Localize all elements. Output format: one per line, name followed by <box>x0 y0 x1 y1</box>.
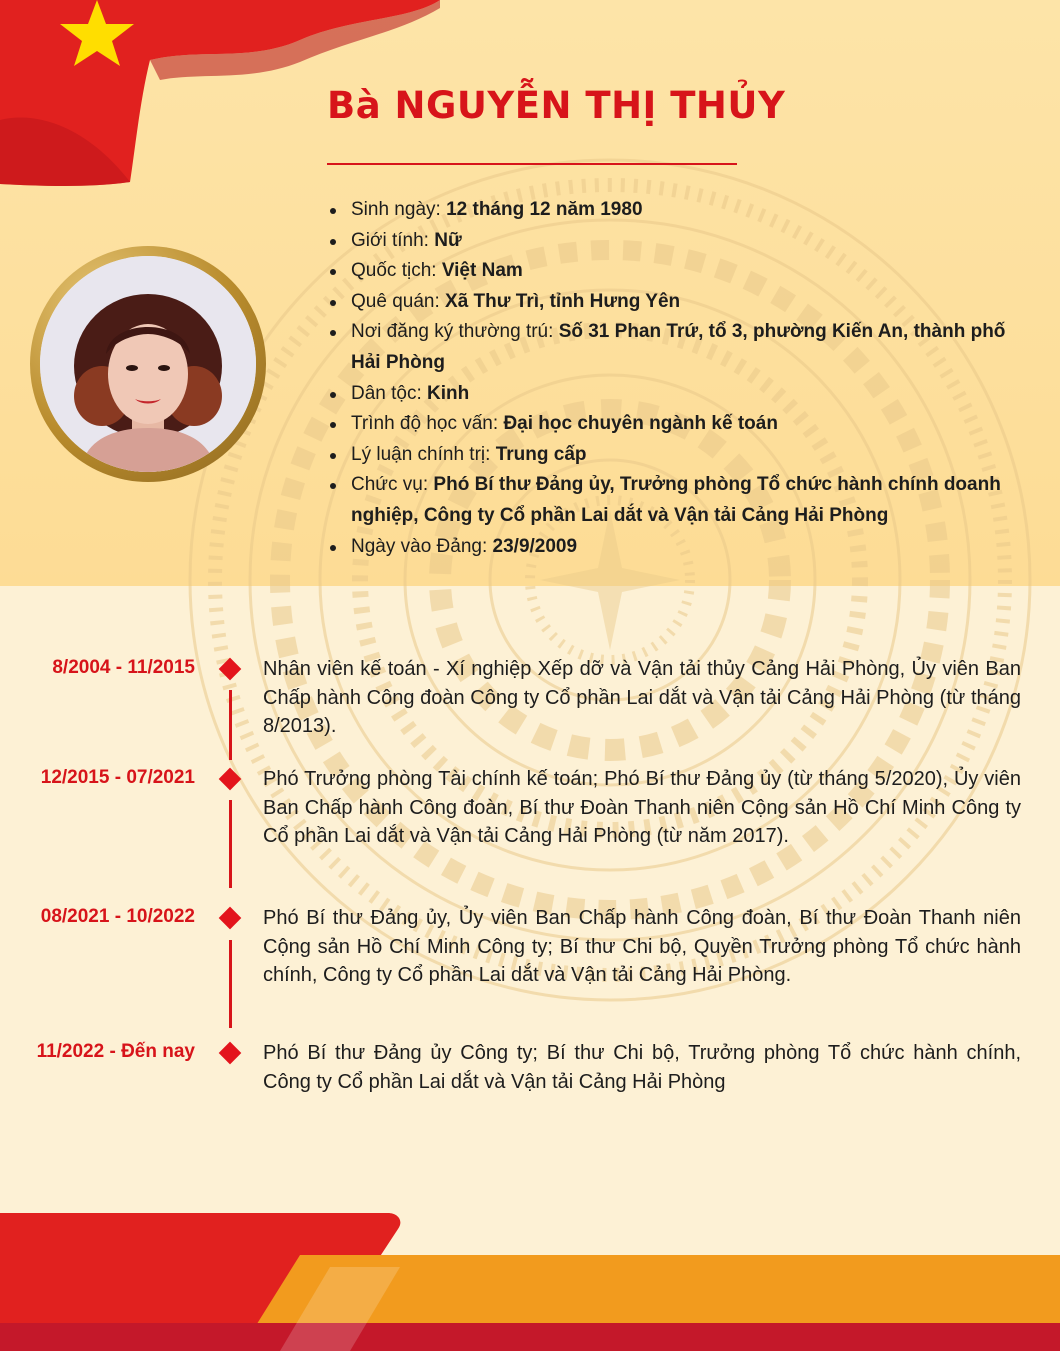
timeline-description: Phó Bí thư Đảng ủy, Ủy viên Ban Chấp hành Công đoàn, Bí thư Đoàn Thanh niên Cộng sản Hồ Chí Minh Công ty; Bí thư Chi bộ, Quyền Trưởng phòng Tổ chức hành chính, Công ty Cổ phần Lai dắt và Vận tải Cảng Hải Phòng. <box>263 907 1021 986</box>
timeline-period: 11/2022 - Đến nay <box>36 1041 195 1062</box>
detail-ethnicity: Dân tộc: Kinh <box>330 379 1040 410</box>
timeline-description: Nhân viên kế toán - Xí nghiệp Xếp dỡ và Vận tải thủy Cảng Hải Phòng, Ủy viên Ban Chấp hành Công đoàn Công ty Cổ phần Lai dắt và Vận tải Cảng Hải Phòng (từ tháng 8/2013). <box>263 658 1021 737</box>
timeline-connector <box>229 800 232 888</box>
detail-position: Chức vụ: Phó Bí thư Đảng ủy, Trưởng phòng Tổ chức hành chính doanh nghiệp, Công ty Cổ phần Lai dắt và Vận tải Cảng Hải Phòng <box>330 470 1040 531</box>
detail-residence: Nơi đăng ký thường trú: Số 31 Phan Trứ, tổ 3, phường Kiến An, thành phố Hải Phòng <box>330 317 1040 378</box>
detail-political-theory: Lý luận chính trị: Trung cấp <box>330 440 1040 471</box>
detail-education: Trình độ học vấn: Đại học chuyên ngành kế toán <box>330 409 1040 440</box>
detail-hometown: Quê quán: Xã Thư Trì, tỉnh Hưng Yên <box>330 287 1040 318</box>
timeline-diamond-icon <box>219 907 242 930</box>
footer-ribbons <box>0 1205 1060 1351</box>
timeline-period: 12/2015 - 07/2021 <box>40 767 195 788</box>
timeline-connector <box>229 940 232 1028</box>
timeline-diamond-icon <box>219 1042 242 1065</box>
detail-party-join-date: Ngày vào Đảng: 23/9/2009 <box>330 532 1040 563</box>
timeline-period: 08/2021 - 10/2022 <box>40 906 195 927</box>
timeline-diamond-icon <box>219 658 242 681</box>
timeline-period: 8/2004 - 11/2015 <box>52 657 195 678</box>
detail-gender: Giới tính: Nữ <box>330 226 1040 257</box>
timeline-connector <box>229 690 232 760</box>
timeline-diamond-icon <box>219 768 242 791</box>
timeline-description: Phó Bí thư Đảng ủy Công ty; Bí thư Chi bộ, Trưởng phòng Tổ chức hành chính, Công ty Cổ phần Lai dắt và Vận tải Cảng Hải Phòng <box>263 1042 1021 1093</box>
detail-nationality: Quốc tịch: Việt Nam <box>330 256 1040 287</box>
timeline-description: Phó Trưởng phòng Tài chính kế toán; Phó Bí thư Đảng ủy (từ tháng 5/2020), Ủy viên Ban Chấp hành Công đoàn, Bí thư Đoàn Thanh niên Cộng sản Hồ Chí Minh Công ty Cổ phần Lai dắt và Vận tải Cảng Hải Phòng (từ năm 2017). <box>263 768 1021 847</box>
page-title: Bà NGUYỄN THỊ THỦY <box>327 84 786 127</box>
detail-birthdate: Sinh ngày: 12 tháng 12 năm 1980 <box>330 195 1040 226</box>
